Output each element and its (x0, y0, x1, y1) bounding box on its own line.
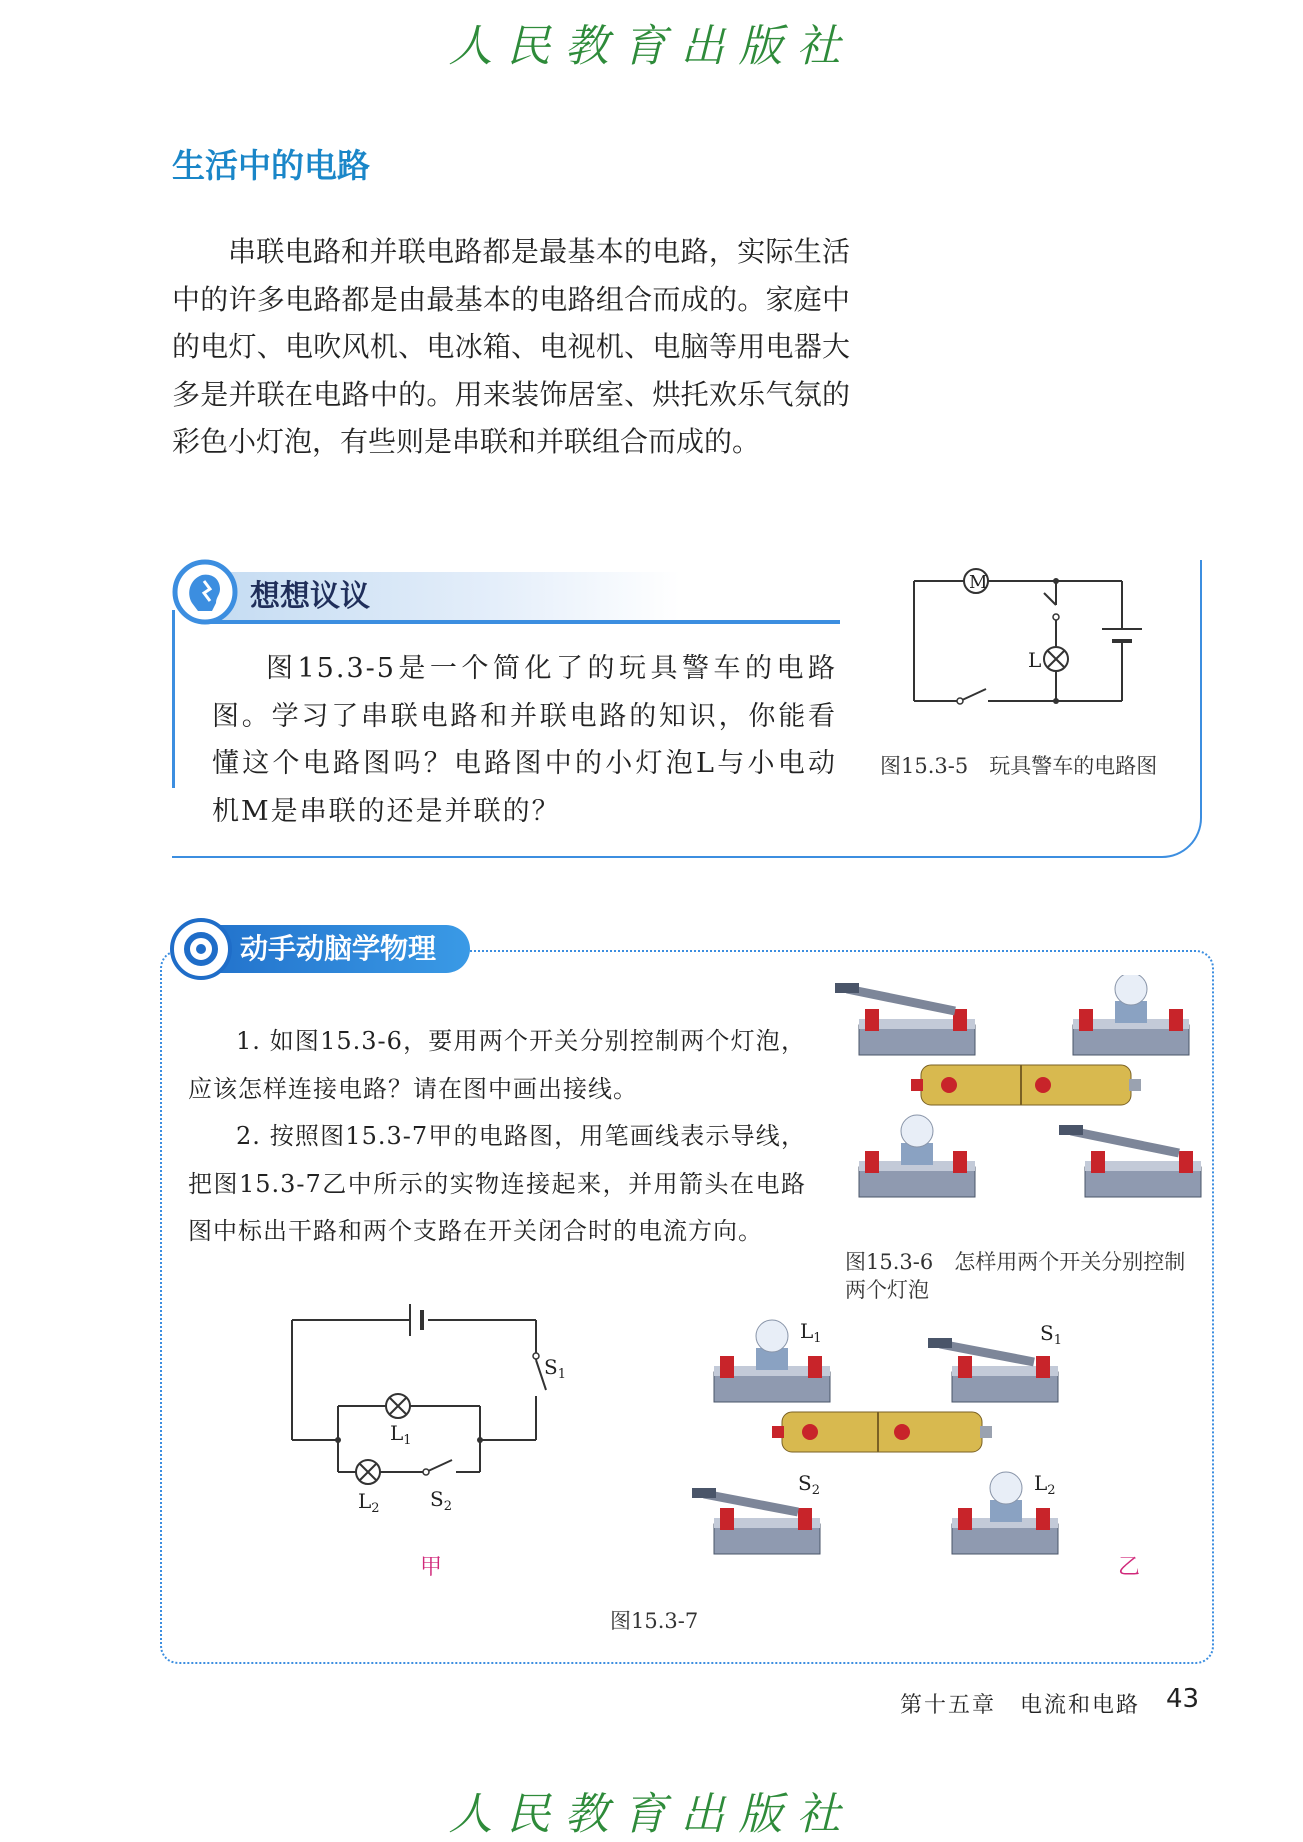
svg-text:S1 (1040, 1321, 1062, 1348)
switch-s2-apparatus (692, 1488, 820, 1554)
yi-s1-subscript: 1 (1053, 1333, 1062, 1348)
battery-pack (772, 1412, 992, 1452)
fig-7-label-jia: 甲 (420, 1555, 443, 1580)
hands-on-title: 动手动脑学物理 (240, 932, 437, 965)
s1-subscript: 1 (557, 1367, 566, 1382)
think-box-left-bar (172, 610, 175, 788)
fig-15-3-5-caption: 图15.3-5 玩具警车的电路图 (880, 754, 1158, 778)
l1-label: L (390, 1421, 404, 1445)
svg-text:L2 (358, 1489, 380, 1516)
yi-l1-label: L (800, 1319, 814, 1343)
body-paragraph: 串联电路和并联电路都是最基本的电路，实际生活中的许多电路都是由最基本的电路组合而成的。家庭中的电灯、电吹风机、电冰箱、电视机、电脑等用电器大多是并联在电路中的。用来装饰居室、烘托欢乐气氛的彩色小灯泡，有些则是串联和并联组合而成的。 (172, 235, 850, 458)
s1-label: S (544, 1355, 558, 1379)
chapter-footer: 第十五章 电流和电路 (900, 1693, 1141, 1718)
fig-15-3-7-circuit-jia (280, 1300, 580, 1530)
yi-l1-subscript: 1 (813, 1331, 822, 1346)
publisher-logo-bottom: 人民教育出版社 (448, 1789, 855, 1840)
lamp-label: L (1028, 648, 1042, 672)
think-paragraph: 图15.3-5是一个简化了的玩具警车的电路图。学习了串联电路和并联电路的知识，你能看懂这个电路图吗？电路图中的小灯泡L与小电动机M是串联的还是并联的？ (212, 653, 837, 827)
switch-s1-apparatus (928, 1338, 1058, 1402)
fig-15-3-7-apparatus-yi (690, 1318, 1080, 1574)
svg-text:S1 (544, 1355, 566, 1382)
switch-apparatus (835, 983, 975, 1055)
section-title: 生活中的电路 (172, 146, 370, 185)
svg-text:S2 (430, 1487, 452, 1514)
s2-subscript: 2 (443, 1499, 452, 1514)
body-text (172, 228, 850, 466)
think-title: 想想议议 (250, 579, 370, 614)
svg-text:L1 (390, 1421, 412, 1448)
yi-s2-subscript: 2 (811, 1483, 820, 1498)
yi-s2-label: S (798, 1471, 812, 1495)
switch-apparatus (1059, 1125, 1201, 1197)
battery-pack (911, 1065, 1141, 1105)
fig-15-3-7-caption: 图15.3-7 (610, 1609, 699, 1633)
svg-text:S2 (798, 1471, 820, 1498)
svg-text:L1 (800, 1319, 822, 1346)
fig-15-3-5-circuit (900, 565, 1160, 715)
yi-l2-label: L (1034, 1471, 1048, 1495)
publisher-logo-top: 人民教育出版社 (448, 21, 855, 72)
page-number: 43 (1166, 1684, 1200, 1714)
fig-15-3-6-apparatus (835, 975, 1205, 1215)
bulb-apparatus (1073, 975, 1189, 1055)
hands-on-item-1: 1. 如图15.3-6，要用两个开关分别控制两个灯泡，应该怎样连接电路？请在图中画出接线。 (188, 1027, 806, 1103)
svg-text:L2 (1034, 1471, 1056, 1498)
s2-label: S (430, 1487, 444, 1511)
bulb-apparatus (859, 1115, 975, 1197)
think-text (212, 645, 837, 835)
hand-icon (170, 918, 232, 980)
motor-label: M (969, 572, 988, 593)
think-head-icon (172, 559, 238, 625)
fig-7-label-yi: 乙 (1118, 1555, 1141, 1580)
yi-l2-subscript: 2 (1047, 1483, 1056, 1498)
l2-subscript: 2 (371, 1501, 380, 1516)
l1-subscript: 1 (403, 1433, 412, 1448)
fig-15-3-6-caption: 图15.3-6 怎样用两个开关分别控制两个灯泡 (845, 1250, 1186, 1302)
l2-label: L (358, 1489, 372, 1513)
hands-on-item-2: 2. 按照图15.3-7甲的电路图，用笔画线表示导线，把图15.3-7乙中所示的实物连接起来，并用箭头在电路图中标出干路和两个支路在开关闭合时的电流方向。 (188, 1122, 806, 1245)
yi-s1-label: S (1040, 1321, 1054, 1345)
hands-on-text (188, 1018, 806, 1256)
